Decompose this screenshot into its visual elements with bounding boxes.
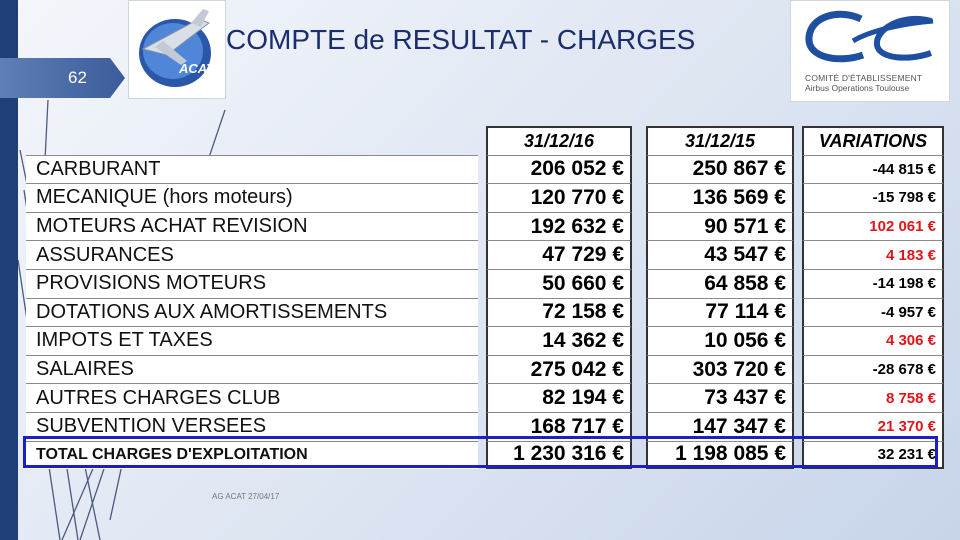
- value-variation: -14 198 €: [802, 269, 944, 298]
- value-variation: -28 678 €: [802, 355, 944, 384]
- header-2015: 31/12/15: [646, 126, 794, 155]
- row-label: IMPOTS ET TAXES: [26, 326, 478, 355]
- row-label: AUTRES CHARGES CLUB: [26, 383, 478, 412]
- svg-text:ACAT: ACAT: [179, 61, 215, 76]
- value-variation: 102 061 €: [802, 212, 944, 241]
- header-variations: VARIATIONS: [802, 126, 944, 155]
- airplane-icon: [129, 1, 225, 98]
- value-variation: 4 183 €: [802, 240, 944, 269]
- total-2015: 1 198 085 €: [646, 441, 794, 470]
- value-2015: 136 569 €: [646, 183, 794, 212]
- table-row: [26, 298, 944, 327]
- value-2015: 147 347 €: [646, 412, 794, 441]
- value-2015: 77 114 €: [646, 298, 794, 327]
- table-row: [26, 269, 944, 298]
- ce-logo-line1: COMITÉ D'ÉTABLISSEMENT: [805, 73, 923, 83]
- row-label: PROVISIONS MOTEURS: [26, 269, 478, 298]
- table-row: [26, 326, 944, 355]
- total-variation: 32 231 €: [802, 441, 944, 470]
- table-row: [26, 212, 944, 241]
- value-2015: 250 867 €: [646, 155, 794, 184]
- charges-table: [26, 126, 944, 469]
- footer-text: AG ACAT 27/04/17: [212, 492, 280, 501]
- row-label: SALAIRES: [26, 355, 478, 384]
- value-2016: 206 052 €: [486, 155, 632, 184]
- value-2015: 90 571 €: [646, 212, 794, 241]
- value-2015: 303 720 €: [646, 355, 794, 384]
- row-label: ASSURANCES: [26, 240, 478, 269]
- value-2016: 14 362 €: [486, 326, 632, 355]
- page-title: COMPTE de RESULTAT - CHARGES: [226, 24, 696, 55]
- acat-logo: [128, 0, 226, 99]
- value-2016: 82 194 €: [486, 383, 632, 412]
- row-label: CARBURANT: [26, 155, 478, 184]
- table-row: [26, 383, 944, 412]
- value-variation: -4 957 €: [802, 298, 944, 327]
- table-header-row: [26, 126, 944, 155]
- value-2016: 120 770 €: [486, 183, 632, 212]
- row-label: DOTATIONS AUX AMORTISSEMENTS: [26, 298, 478, 327]
- value-2015: 73 437 €: [646, 383, 794, 412]
- ce-logo: [790, 0, 950, 102]
- table-row: [26, 155, 944, 184]
- header-2016: 31/12/16: [486, 126, 632, 155]
- value-variation: -44 815 €: [802, 155, 944, 184]
- row-label: SUBVENTION VERSEES: [26, 412, 478, 441]
- total-highlight-box: [23, 436, 938, 468]
- value-2016: 50 660 €: [486, 269, 632, 298]
- total-label: TOTAL CHARGES D'EXPLOITATION: [26, 441, 478, 470]
- value-2015: 43 547 €: [646, 240, 794, 269]
- row-label: MOTEURS ACHAT REVISION: [26, 212, 478, 241]
- value-variation: 21 370 €: [802, 412, 944, 441]
- table-row: [26, 240, 944, 269]
- value-2016: 72 158 €: [486, 298, 632, 327]
- row-label: MECANIQUE (hors moteurs): [26, 183, 478, 212]
- ce-logo-mark: [791, 1, 949, 71]
- value-2015: 10 056 €: [646, 326, 794, 355]
- value-2016: 47 729 €: [486, 240, 632, 269]
- value-2016: 275 042 €: [486, 355, 632, 384]
- total-2016: 1 230 316 €: [486, 441, 632, 470]
- slide-number-tab: [0, 58, 125, 98]
- value-2015: 64 858 €: [646, 269, 794, 298]
- value-2016: 168 717 €: [486, 412, 632, 441]
- value-variation: 8 758 €: [802, 383, 944, 412]
- value-variation: -15 798 €: [802, 183, 944, 212]
- table-row: [26, 183, 944, 212]
- slide-number: 62: [68, 68, 87, 87]
- table-row: [26, 355, 944, 384]
- value-variation: 4 306 €: [802, 326, 944, 355]
- value-2016: 192 632 €: [486, 212, 632, 241]
- ce-logo-line2: Airbus Operations Toulouse: [805, 83, 910, 93]
